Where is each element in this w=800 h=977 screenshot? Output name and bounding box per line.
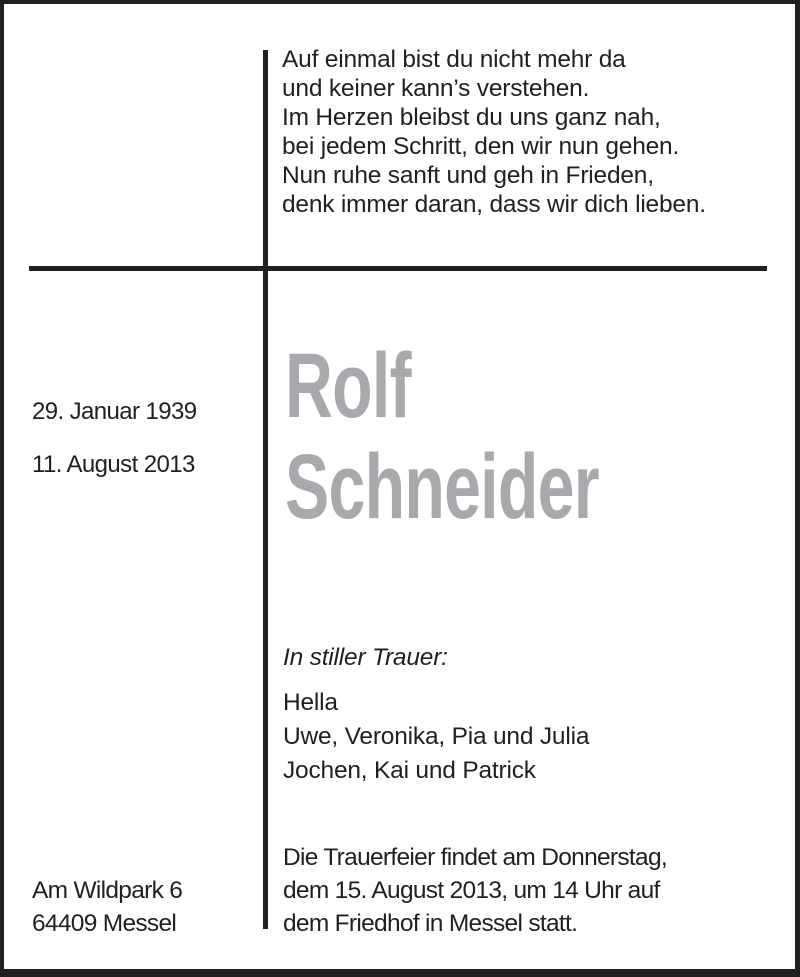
poem-line: Auf einmal bist du nicht mehr da	[282, 46, 626, 73]
poem-line: Im Herzen bleibst du uns ganz nah,	[282, 104, 661, 131]
deceased-last-name: Schneider	[285, 436, 599, 538]
death-date: 11. August 2013	[32, 451, 195, 478]
funeral-line: dem 15. August 2013, um 14 Uhr auf	[283, 877, 660, 904]
address-line: Am Wildpark 6	[32, 877, 183, 904]
memorial-poem	[282, 45, 706, 219]
funeral-line: Die Trauerfeier findet am Donnerstag,	[283, 844, 667, 871]
poem-line: Nun ruhe sanft und geh in Frieden,	[282, 162, 654, 189]
mourner-line: Hella	[283, 689, 338, 716]
poem-line: denk immer daran, dass wir dich lieben.	[282, 191, 706, 218]
deceased-first-name: Rolf	[285, 335, 411, 437]
address-line: 64409 Messel	[32, 910, 177, 937]
mourning-label: In stiller Trauer:	[283, 644, 448, 671]
birth-date: 29. Januar 1939	[32, 398, 197, 425]
cross-horizontal-line	[29, 266, 767, 271]
funeral-notice	[283, 841, 667, 940]
poem-line: und keiner kann’s verstehen.	[282, 75, 590, 102]
cross-vertical-line	[263, 50, 268, 929]
poem-line: bei jedem Schritt, den wir nun gehen.	[282, 133, 680, 160]
funeral-line: dem Friedhof in Messel statt.	[283, 910, 578, 937]
mourners-list	[283, 686, 589, 788]
family-address	[32, 874, 182, 940]
mourner-line: Jochen, Kai und Patrick	[283, 757, 536, 784]
mourner-line: Uwe, Veronika, Pia und Julia	[283, 723, 590, 750]
